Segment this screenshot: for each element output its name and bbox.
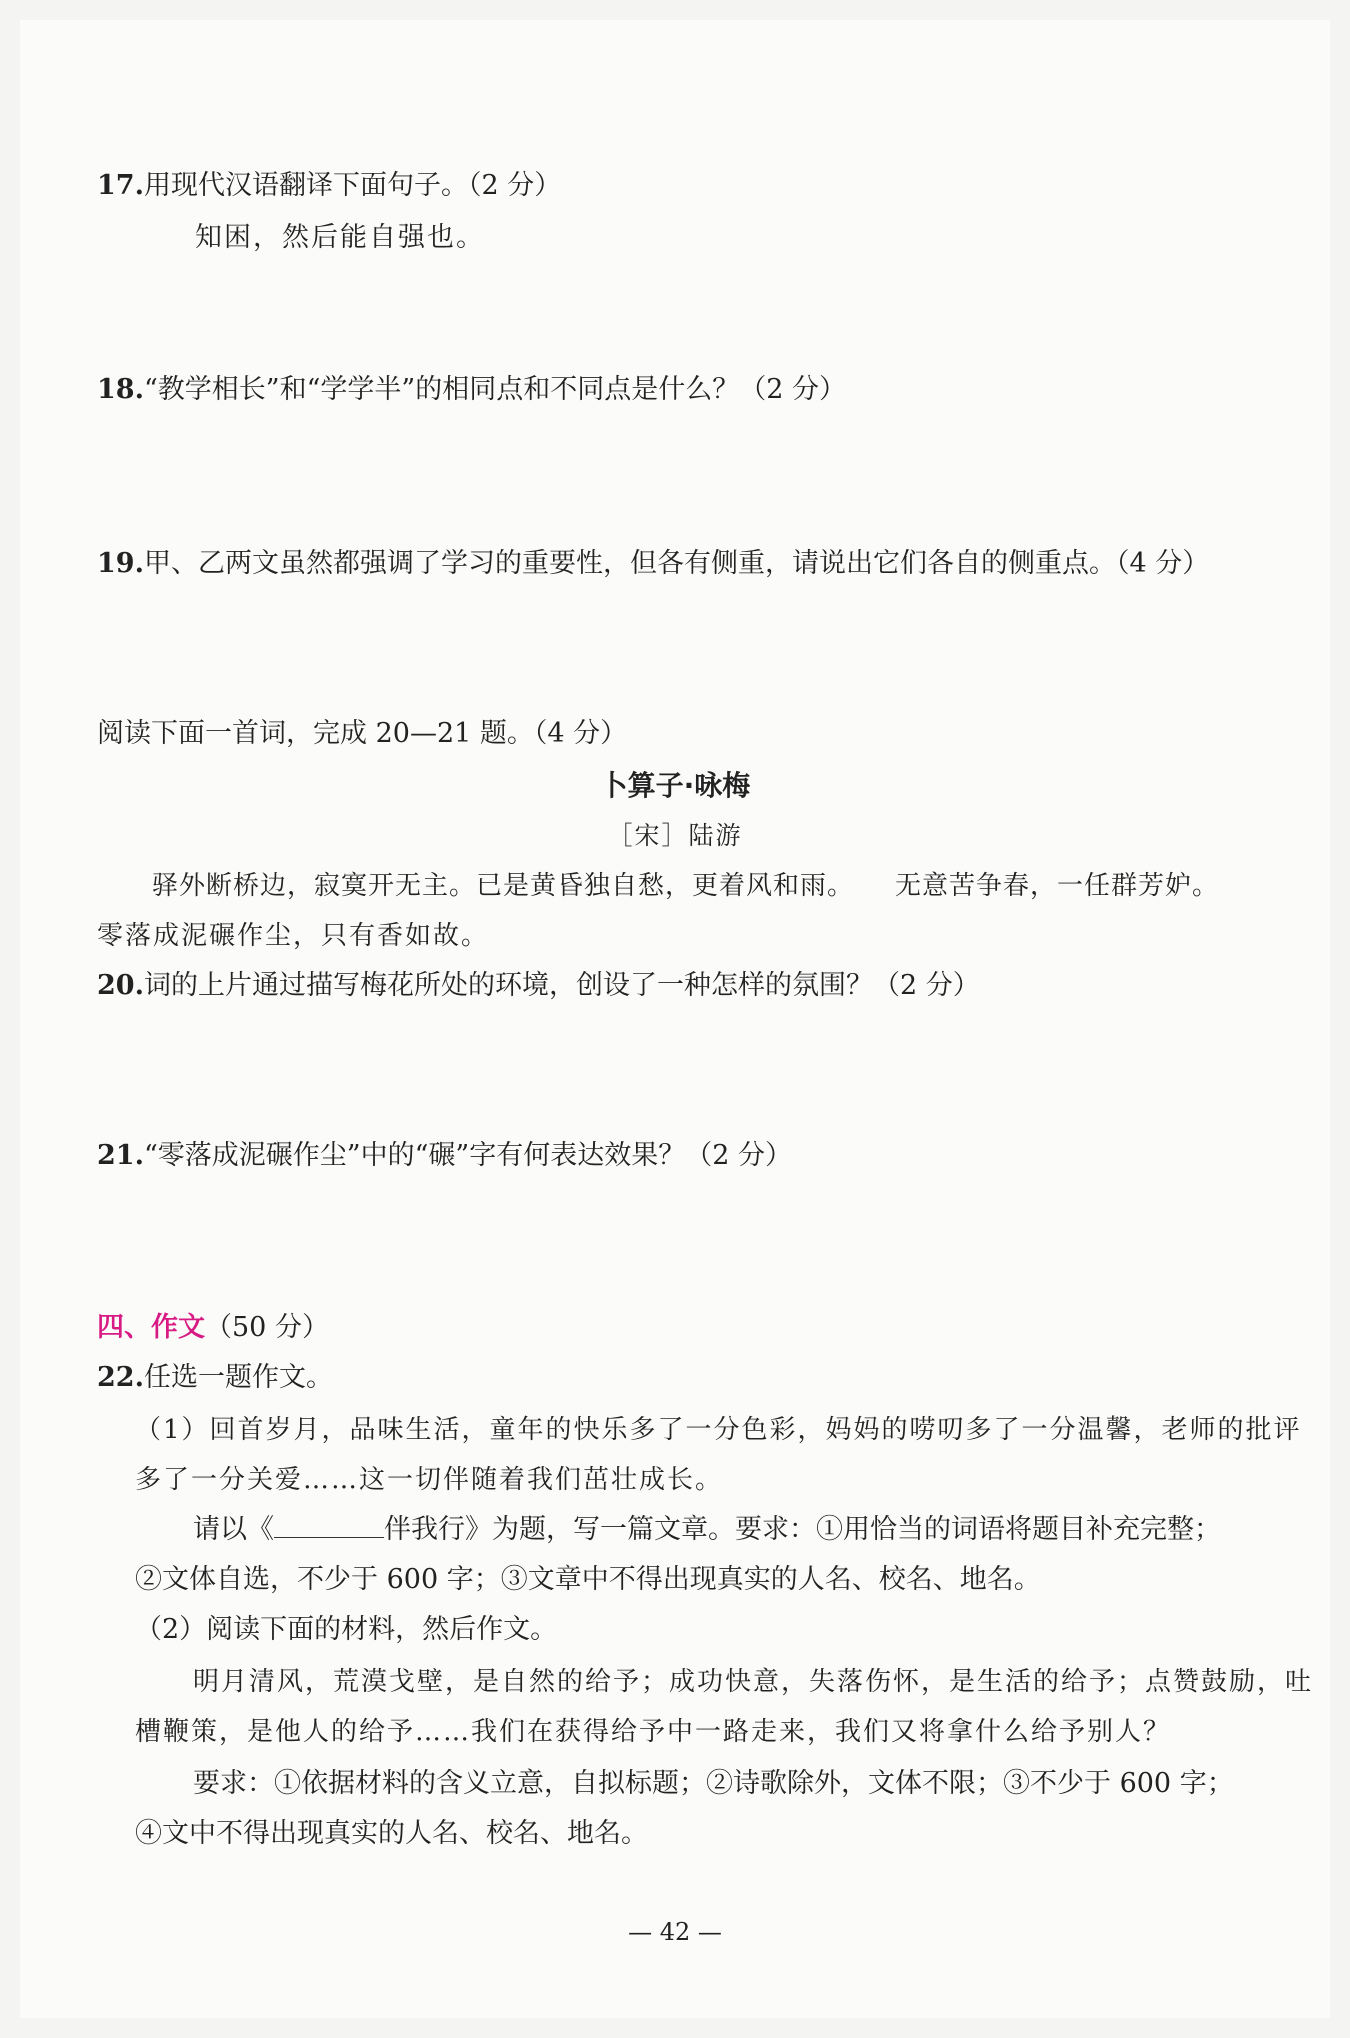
page-number: — 42 — (628, 1918, 722, 1946)
poem-intro: 阅读下面一首词，完成 20—21 题。（4 分） (97, 718, 628, 749)
requirement-suffix: 伴我行》为题，写一篇文章。要求：①用恰当的词语将题目补充完整； (384, 1514, 1221, 1545)
question-number: 17. (97, 170, 144, 201)
requirement-2-line-2: ④文中不得出现真实的人名、校名、地名。 (135, 1818, 648, 1849)
question-number: 18. (97, 374, 144, 405)
requirement-2-line-1: 要求：①依据材料的含义立意，自拟标题；②诗歌除外，文体不限；③不少于 600 字； (193, 1768, 1234, 1799)
question-22 (97, 1360, 333, 1396)
question-text: 词的上片通过描写梅花所处的环境，创设了一种怎样的氛围？（2 分） (143, 970, 980, 1001)
option-1-line-2: 多了一分关爱……这一切伴随着我们茁壮成长。 (135, 1465, 724, 1495)
question-19 (97, 546, 1209, 582)
section-heading (97, 1310, 329, 1346)
question-20 (97, 968, 980, 1004)
option-2-line-1: 明月清风，荒漠戈壁，是自然的给予；成功快意，失落伤怀，是生活的给予；点赞鼓励，吐 (193, 1667, 1314, 1697)
poem-title: 卜算子·咏梅 (599, 769, 751, 802)
option-2-line-2: 槽鞭策，是他人的给予……我们在获得给予中一路走来，我们又将拿什么给予别人？ (135, 1717, 1172, 1747)
question-text: “教学相长”和“学学半”的相同点和不同点是什么？（2 分） (143, 374, 846, 405)
section-score: （50 分） (205, 1312, 329, 1343)
question-number: 19. (97, 548, 144, 579)
poem-author: ［宋］陆游 (607, 821, 743, 850)
question-text: 任选一题作文。 (143, 1362, 333, 1393)
option-2-heading: （2）阅读下面的材料，然后作文。 (135, 1614, 558, 1645)
question-text: 用现代汉语翻译下面句子。（2 分） (143, 170, 562, 201)
section-title: 四、作文 (97, 1312, 205, 1343)
question-18 (97, 372, 846, 408)
question-number: 20. (97, 970, 144, 1001)
question-text: 甲、乙两文虽然都强调了学习的重要性，但各有侧重，请说出它们各自的侧重点。（4 分） (143, 548, 1210, 579)
question-number: 21. (97, 1140, 144, 1171)
title-blank (274, 1513, 384, 1538)
question-17 (97, 168, 561, 204)
question-17-quote: 知困，然后能自强也。 (195, 222, 485, 253)
requirement-1-line-2: ②文体自选，不少于 600 字；③文章中不得出现真实的人名、校名、地名。 (135, 1564, 1041, 1595)
requirement-prefix: 请以《 (193, 1514, 274, 1545)
question-21 (97, 1138, 792, 1174)
poem-line-2: 零落成泥碾作尘，只有香如故。 (97, 921, 490, 951)
question-number: 22. (97, 1362, 144, 1393)
poem-line-1: 驿外断桥边，寂寞开无主。已是黄昏独自愁，更着风和雨。 无意苦争春，一任群芳妒。 (152, 871, 1220, 901)
option-1-line-1: （1）回首岁月，品味生活，童年的快乐多了一分色彩，妈妈的唠叨多了一分温馨，老师的批评 (135, 1415, 1302, 1445)
requirement-1-line-1 (193, 1512, 1221, 1548)
question-text: “零落成泥碾作尘”中的“碾”字有何表达效果？（2 分） (143, 1140, 792, 1171)
